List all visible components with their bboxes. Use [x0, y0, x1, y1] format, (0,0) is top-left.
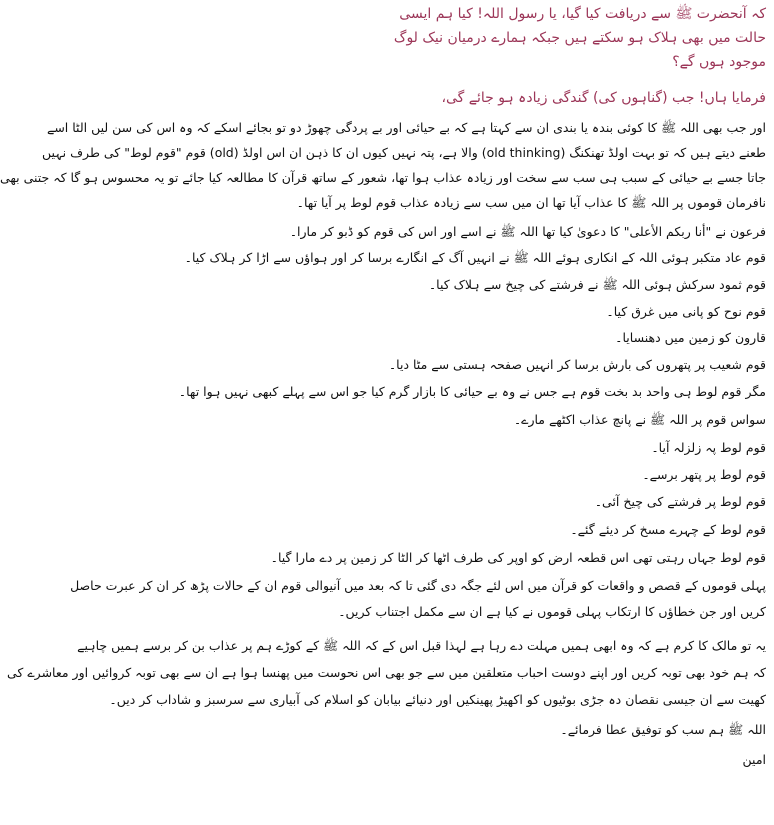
aad-line: قوم عاد متکبر ہوئی اللہ کے انکاری ہوئے اللہ ﷺ نے انہیں آگ کے انگارے برسا کر اور ہواؤں سے اڑا کر ہلاک کیا۔	[184, 250, 766, 265]
closing-line-1: یہ تو مالک کا کرم ہے کہ وہ ابھی ہمیں مہلت دے رہا ہے لہذا قبل اس کے کہ اللہ ﷺ کے کوڑے ہم پر عذاب بن کر برسے ہمیں چاہیے	[77, 638, 766, 653]
body-line-3: جاتا جسے بے حیائی کے سبب ہی سب سے سخت اور زیادہ عذاب ہوا تھا، شعور کے ساتھ قرآن کا مطالعہ کیا جائے تو یہ محسوس ہو گا کہ جتنی بھی	[0, 170, 766, 185]
body-line-1: اور جب بھی اللہ ﷺ کا کوئی بندہ یا بندی ان سے کہتا ہے کہ بے حیائی اور بے پردگی چھوڑ دو تو بجائے اسکے کہ وہ اس کی سن لیں الٹا اسے	[47, 120, 766, 135]
closing-line-2: کہ ہم خود بھی توبہ کریں اور اپنے دوست احباب متعلقین میں سے جو بھی اس نحوست میں پھنسا ہوا ہے ان سے بھی توبہ کروائیں اور معاشرے کی	[7, 665, 766, 680]
lesson-line-1: پہلی قوموں کے قصص و واقعات کو قرآن میں اس لئے جگہ دی گئی تا کہ بعد میں آنیوالی قوم ان کے حالات پڑھ کر ان کر عبرت حاصل	[70, 578, 766, 593]
punishment-item-3: قوم لوط پر فرشتے کی چیخ آئی۔	[594, 494, 766, 509]
qaroon-line: قارون کو زمین میں دھنسایا۔	[615, 330, 766, 345]
punishment-item-1: قوم لوط پہ زلزلہ آیا۔	[651, 440, 766, 455]
body-line-4: نافرمان قوموں پر اللہ ﷺ کا عذاب آیا تھا ان میں سب سے زیادہ عذاب قوم لوط پر آیا تھا۔	[296, 195, 766, 210]
lut-line: مگر قوم لوط ہی واحد بد بخت قوم ہے جس نے وہ بے حیائی کا بازار گرم کیا جو اس سے پہلے کبھی نہیں ہوا تھا۔	[178, 384, 766, 399]
body-line-2: طعنے دیتے ہیں کہ تو بہت اولڈ تھنکنگ (old thinking) والا ہے، پتہ نہیں کیوں ان کا ذہن ان اس اولڈ (old) قوم "قوم لوط" کی طرف نہیں	[42, 145, 766, 160]
nooh-line: قوم نوح کو پانی میں غرق کیا۔	[606, 304, 766, 319]
thamud-line: قوم ثمود سرکش ہوئی اللہ ﷺ نے فرشتے کی چیخ سے ہلاک کیا۔	[428, 277, 766, 292]
shuaib-line: قوم شعیب پر پتھروں کی بارش برسا کر انہیں صفحہ ہستی سے مٹا دیا۔	[388, 357, 766, 372]
pharaoh-line: فرعون نے "أنا ربكم الأعلى" کا دعویٰ کیا تھا اللہ ﷺ نے اسے اور اس کی قوم کو ڈبو کر مارا۔	[289, 224, 766, 239]
prayer-line: اللہ ﷺ ہم سب کو توفیق عطا فرمائے۔	[560, 722, 766, 737]
punishment-item-5: قوم لوط جہاں رہتی تھی اس قطعہ ارض کو اوپر کی طرف اٹھا کر الٹا کر زمین پر دے مارا گیا۔	[270, 550, 766, 565]
five-punishments-line: سواس قوم پر اللہ ﷺ نے پانچ عذاب اکٹھے مارے۔	[513, 412, 766, 427]
reply-line: فرمایا ہاں! جب (گناہوں کی) گندگی زیادہ ہو جائے گی،	[441, 90, 766, 106]
intro-line-2: حالت میں بھی ہلاک ہو سکتے ہیں جبکہ ہمارے درمیان نیک لوگ	[393, 30, 766, 46]
intro-line-3: موجود ہوں گے؟	[672, 54, 766, 70]
punishment-item-4: قوم لوط کے چہرے مسخ کر دیئے گئے۔	[570, 522, 766, 537]
ameen-line: امین	[742, 752, 766, 767]
closing-line-3: کھیت سے ان جیسی نقصان دہ جڑی بوٹیوں کو اکھیڑ پھینکیں اور دنیائے بیابان کو اسلام کی آبیاری سے سرسبز و شاداب کر دیں۔	[109, 692, 766, 707]
lesson-line-2: کریں اور جن خطاؤں کا ارتکاب پہلی قوموں نے کیا ہے ان سے مکمل اجتناب کریں۔	[338, 604, 766, 619]
intro-line-1: کہ آنحضرت ﷺ سے دریافت کیا گیا، یا رسول اللہ! کیا ہم ایسی	[399, 6, 766, 22]
punishment-item-2: قوم لوط پر پتھر برسے۔	[642, 467, 766, 482]
